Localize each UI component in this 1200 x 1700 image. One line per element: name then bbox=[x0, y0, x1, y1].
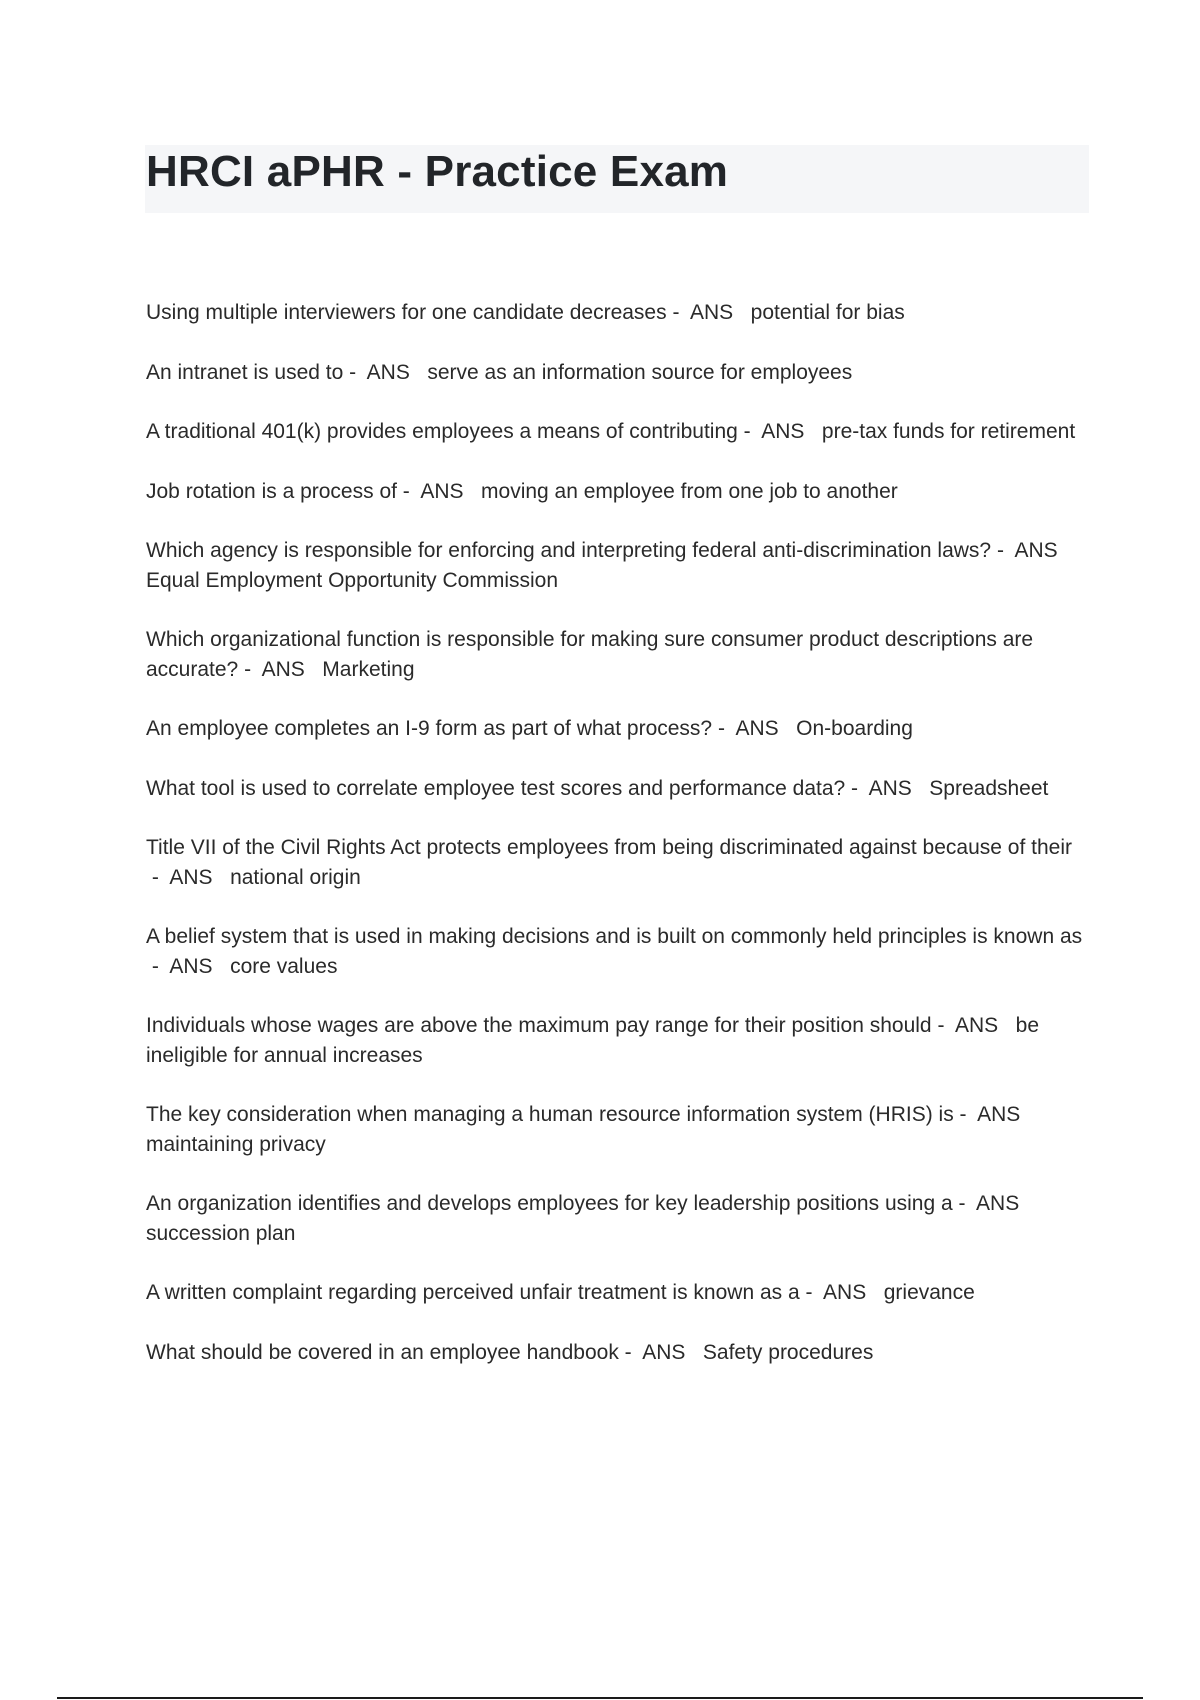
qa-item bbox=[146, 358, 1086, 388]
qa-item bbox=[146, 922, 1086, 981]
question-text: Which organizational function is responsible for making sure consumer product descriptions are accurate? bbox=[146, 628, 1034, 681]
answer-label: ANS bbox=[1014, 539, 1058, 562]
answer-label: ANS bbox=[977, 1103, 1021, 1126]
qa-item bbox=[146, 625, 1086, 684]
question-text: A traditional 401(k) provides employees a means of contributing bbox=[146, 420, 738, 443]
qa-item bbox=[146, 774, 1086, 804]
question-text: An intranet is used to bbox=[146, 360, 344, 384]
qa-item bbox=[146, 536, 1086, 595]
question-text: A belief system that is used in making decisions and is built on commonly held principles is known as bbox=[146, 925, 1083, 948]
separator: - bbox=[666, 301, 686, 324]
question-text: A written complaint regarding perceived unfair treatment is known as a bbox=[146, 1281, 800, 1304]
separator: - bbox=[991, 539, 1010, 562]
answer-label: ANS bbox=[868, 776, 912, 800]
question-text: An organization identifies and develops employees for key leadership positions using a bbox=[146, 1192, 953, 1215]
separator: - bbox=[238, 657, 257, 681]
separator: - bbox=[953, 1103, 973, 1126]
answer-label: ANS bbox=[735, 717, 779, 740]
qa-item bbox=[146, 1338, 1086, 1368]
question-text: An employee completes an I-9 form as part of what process? bbox=[146, 717, 713, 740]
answer-text: maintaining privacy bbox=[146, 1132, 326, 1156]
page-title: HRCI aPHR - Practice Exam bbox=[146, 147, 729, 196]
answer-label: ANS bbox=[366, 360, 410, 384]
question-text: What tool is used to correlate employee test scores and performance data? bbox=[146, 776, 846, 800]
qa-item bbox=[146, 298, 1086, 328]
qa-item bbox=[146, 1278, 1086, 1308]
answer-label: ANS bbox=[169, 865, 213, 889]
separator: - bbox=[618, 1340, 638, 1364]
question-text: What should be covered in an employee handbook bbox=[146, 1340, 619, 1364]
question-text: Individuals whose wages are above the maximum pay range for their position should bbox=[146, 1014, 932, 1037]
answer-text: On-boarding bbox=[796, 717, 913, 740]
answer-label: ANS bbox=[976, 1192, 1020, 1215]
answer-text: national origin bbox=[230, 865, 361, 889]
separator: - bbox=[952, 1192, 972, 1215]
separator: - bbox=[396, 479, 416, 503]
answer-label: ANS bbox=[823, 1281, 867, 1304]
question-text: The key consideration when managing a human resource information system (HRIS) is bbox=[146, 1103, 954, 1126]
separator: - bbox=[343, 360, 362, 384]
answer-text: Equal Employment Opportunity Commission bbox=[146, 568, 559, 592]
separator: - bbox=[146, 954, 165, 978]
answer-label: ANS bbox=[420, 479, 464, 503]
question-text: Using multiple interviewers for one candidate decreases bbox=[146, 301, 667, 324]
separator: - bbox=[712, 717, 731, 740]
answer-label: ANS bbox=[261, 657, 305, 681]
question-text: Which agency is responsible for enforcing and interpreting federal anti-discrimination laws? bbox=[146, 539, 992, 562]
question-text: Title VII of the Civil Rights Act protects employees from being discriminated against because of their bbox=[146, 836, 1072, 859]
qa-item bbox=[146, 714, 1086, 744]
qa-item bbox=[146, 1011, 1086, 1070]
qa-list bbox=[146, 298, 1086, 1397]
qa-item bbox=[146, 1189, 1086, 1248]
separator: - bbox=[845, 776, 864, 800]
separator: - bbox=[146, 865, 165, 889]
answer-text: moving an employee from one job to another bbox=[481, 479, 898, 503]
separator: - bbox=[737, 420, 757, 443]
answer-text: Safety procedures bbox=[702, 1340, 874, 1364]
answer-label: ANS bbox=[642, 1340, 686, 1364]
answer-text: be ineligible for annual increases bbox=[146, 1014, 1040, 1067]
answer-text: potential for bias bbox=[750, 301, 905, 324]
answer-text: succession plan bbox=[146, 1221, 296, 1245]
answer-text: Spreadsheet bbox=[929, 776, 1049, 800]
answer-label: ANS bbox=[689, 301, 734, 324]
qa-item bbox=[146, 833, 1086, 892]
separator: - bbox=[799, 1281, 819, 1304]
answer-label: ANS bbox=[954, 1014, 999, 1037]
qa-item bbox=[146, 1100, 1086, 1159]
answer-text: serve as an information source for employees bbox=[427, 360, 853, 384]
answer-text: Marketing bbox=[322, 657, 415, 681]
answer-text: grievance bbox=[883, 1281, 975, 1304]
answer-label: ANS bbox=[761, 420, 805, 443]
question-text: Job rotation is a process of bbox=[146, 479, 397, 503]
footer-rule bbox=[57, 1697, 1143, 1699]
answer-text: core values bbox=[230, 954, 338, 978]
answer-text: pre-tax funds for retirement bbox=[821, 420, 1076, 443]
answer-label: ANS bbox=[169, 954, 213, 978]
separator: - bbox=[931, 1014, 951, 1037]
qa-item bbox=[146, 477, 1086, 507]
qa-item bbox=[146, 417, 1086, 447]
